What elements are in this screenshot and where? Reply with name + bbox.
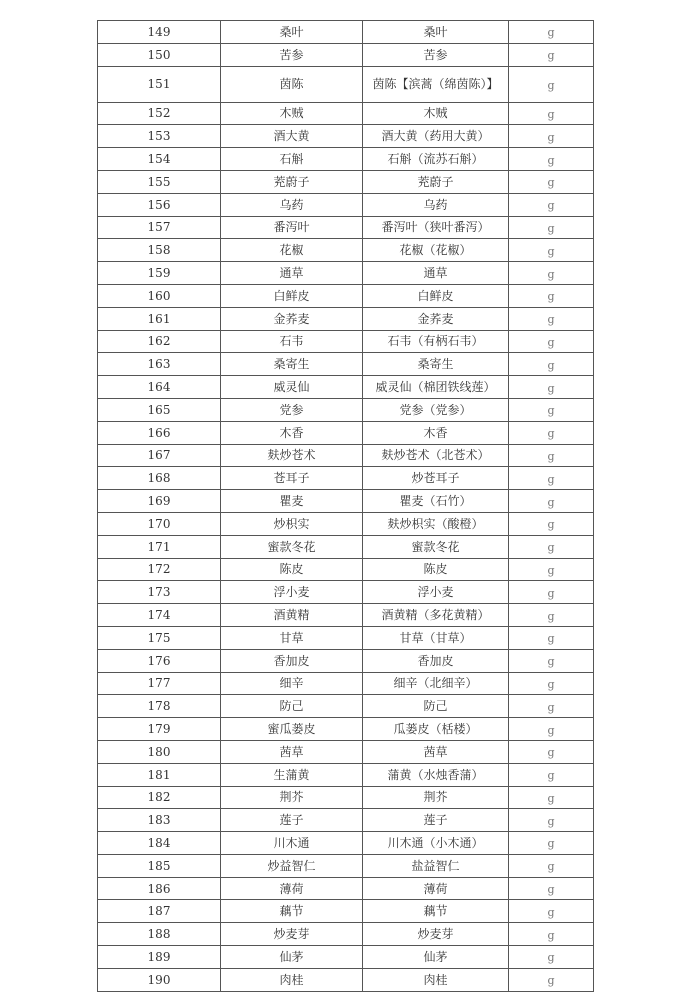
unit-cell: g — [509, 330, 594, 353]
unit-cell: g — [509, 604, 594, 627]
unit-cell: g — [509, 398, 594, 421]
herb-spec-cell: 通草 — [363, 262, 509, 285]
unit-cell: g — [509, 239, 594, 262]
herb-spec-cell: 藕节 — [363, 900, 509, 923]
row-number-cell: 185 — [98, 854, 221, 877]
herb-spec-cell: 莲子 — [363, 809, 509, 832]
row-number-cell: 177 — [98, 672, 221, 695]
table-row — [98, 467, 594, 490]
row-number-cell: 149 — [98, 21, 221, 44]
unit-cell: g — [509, 284, 594, 307]
row-number-cell: 188 — [98, 923, 221, 946]
herb-name-cell: 木贼 — [221, 102, 363, 125]
table-row — [98, 649, 594, 672]
row-number-cell: 168 — [98, 467, 221, 490]
unit-cell: g — [509, 558, 594, 581]
herb-name-cell: 花椒 — [221, 239, 363, 262]
unit-cell: g — [509, 262, 594, 285]
unit-cell: g — [509, 946, 594, 969]
herb-name-cell: 瞿麦 — [221, 490, 363, 513]
unit-cell: g — [509, 102, 594, 125]
herb-spec-cell: 党参（党参） — [363, 398, 509, 421]
herb-name-cell: 细辛 — [221, 672, 363, 695]
table-row — [98, 102, 594, 125]
table-row — [98, 740, 594, 763]
table-row — [98, 66, 594, 102]
herb-name-cell: 薄荷 — [221, 877, 363, 900]
herb-name-cell: 炒益智仁 — [221, 854, 363, 877]
herb-spec-cell: 肉桂 — [363, 968, 509, 991]
herb-name-cell: 党参 — [221, 398, 363, 421]
herb-name-cell: 肉桂 — [221, 968, 363, 991]
unit-cell: g — [509, 900, 594, 923]
herb-table — [97, 20, 594, 992]
unit-cell: g — [509, 809, 594, 832]
row-number-cell: 167 — [98, 444, 221, 467]
table-row — [98, 512, 594, 535]
herb-spec-cell: 苦参 — [363, 43, 509, 66]
table-row — [98, 490, 594, 513]
unit-cell: g — [509, 21, 594, 44]
row-number-cell: 164 — [98, 376, 221, 399]
table-row — [98, 398, 594, 421]
table-row — [98, 376, 594, 399]
table-row — [98, 262, 594, 285]
table-row — [98, 968, 594, 991]
herb-spec-cell: 蜜款冬花 — [363, 535, 509, 558]
herb-spec-cell: 仙茅 — [363, 946, 509, 969]
herb-name-cell: 番泻叶 — [221, 216, 363, 239]
unit-cell: g — [509, 786, 594, 809]
herb-spec-cell: 茺蔚子 — [363, 170, 509, 193]
row-number-cell: 160 — [98, 284, 221, 307]
unit-cell: g — [509, 649, 594, 672]
unit-cell: g — [509, 125, 594, 148]
table-row — [98, 21, 594, 44]
row-number-cell: 190 — [98, 968, 221, 991]
table-row — [98, 330, 594, 353]
unit-cell: g — [509, 376, 594, 399]
herb-spec-cell: 茵陈【滨蒿（绵茵陈）】 — [363, 66, 509, 102]
herb-spec-cell: 蒲黄（水烛香蒲） — [363, 763, 509, 786]
herb-name-cell: 生蒲黄 — [221, 763, 363, 786]
herb-name-cell: 藕节 — [221, 900, 363, 923]
row-number-cell: 176 — [98, 649, 221, 672]
table-row — [98, 170, 594, 193]
row-number-cell: 150 — [98, 43, 221, 66]
unit-cell: g — [509, 467, 594, 490]
herb-spec-cell: 茜草 — [363, 740, 509, 763]
row-number-cell: 159 — [98, 262, 221, 285]
row-number-cell: 158 — [98, 239, 221, 262]
herb-name-cell: 通草 — [221, 262, 363, 285]
herb-spec-cell: 荆芥 — [363, 786, 509, 809]
row-number-cell: 162 — [98, 330, 221, 353]
table-row — [98, 695, 594, 718]
unit-cell: g — [509, 854, 594, 877]
herb-name-cell: 麸炒苍术 — [221, 444, 363, 467]
table-row — [98, 946, 594, 969]
herb-name-cell: 茜草 — [221, 740, 363, 763]
table-row — [98, 558, 594, 581]
unit-cell: g — [509, 832, 594, 855]
row-number-cell: 182 — [98, 786, 221, 809]
herb-spec-cell: 川木通（小木通） — [363, 832, 509, 855]
table-row — [98, 353, 594, 376]
row-number-cell: 173 — [98, 581, 221, 604]
herb-name-cell: 石斛 — [221, 148, 363, 171]
herb-table-body — [98, 21, 594, 992]
herb-spec-cell: 香加皮 — [363, 649, 509, 672]
table-row — [98, 535, 594, 558]
unit-cell: g — [509, 672, 594, 695]
row-number-cell: 180 — [98, 740, 221, 763]
unit-cell: g — [509, 490, 594, 513]
unit-cell: g — [509, 740, 594, 763]
row-number-cell: 169 — [98, 490, 221, 513]
herb-name-cell: 金荞麦 — [221, 307, 363, 330]
row-number-cell: 181 — [98, 763, 221, 786]
herb-spec-cell: 木贼 — [363, 102, 509, 125]
row-number-cell: 161 — [98, 307, 221, 330]
herb-name-cell: 陈皮 — [221, 558, 363, 581]
unit-cell: g — [509, 535, 594, 558]
unit-cell: g — [509, 718, 594, 741]
table-row — [98, 239, 594, 262]
herb-spec-cell: 桑叶 — [363, 21, 509, 44]
unit-cell: g — [509, 695, 594, 718]
row-number-cell: 155 — [98, 170, 221, 193]
herb-name-cell: 酒大黄 — [221, 125, 363, 148]
herb-spec-cell: 瞿麦（石竹） — [363, 490, 509, 513]
table-row — [98, 444, 594, 467]
unit-cell: g — [509, 216, 594, 239]
herb-spec-cell: 浮小麦 — [363, 581, 509, 604]
unit-cell: g — [509, 444, 594, 467]
herb-spec-cell: 花椒（花椒） — [363, 239, 509, 262]
row-number-cell: 186 — [98, 877, 221, 900]
herb-name-cell: 桑寄生 — [221, 353, 363, 376]
herb-spec-cell: 白鲜皮 — [363, 284, 509, 307]
herb-name-cell: 桑叶 — [221, 21, 363, 44]
herb-name-cell: 酒黄精 — [221, 604, 363, 627]
unit-cell: g — [509, 148, 594, 171]
herb-spec-cell: 细辛（北细辛） — [363, 672, 509, 695]
table-row — [98, 786, 594, 809]
row-number-cell: 153 — [98, 125, 221, 148]
unit-cell: g — [509, 421, 594, 444]
row-number-cell: 178 — [98, 695, 221, 718]
row-number-cell: 163 — [98, 353, 221, 376]
herb-name-cell: 苦参 — [221, 43, 363, 66]
herb-name-cell: 香加皮 — [221, 649, 363, 672]
herb-name-cell: 莲子 — [221, 809, 363, 832]
herb-spec-cell: 金荞麦 — [363, 307, 509, 330]
row-number-cell: 154 — [98, 148, 221, 171]
row-number-cell: 157 — [98, 216, 221, 239]
table-row — [98, 809, 594, 832]
unit-cell: g — [509, 170, 594, 193]
table-row — [98, 193, 594, 216]
herb-spec-cell: 陈皮 — [363, 558, 509, 581]
table-row — [98, 854, 594, 877]
herb-spec-cell: 炒苍耳子 — [363, 467, 509, 490]
herb-spec-cell: 薄荷 — [363, 877, 509, 900]
table-row — [98, 626, 594, 649]
herb-name-cell: 白鲜皮 — [221, 284, 363, 307]
unit-cell: g — [509, 307, 594, 330]
herb-name-cell: 炒枳实 — [221, 512, 363, 535]
unit-cell: g — [509, 353, 594, 376]
herb-spec-cell: 乌药 — [363, 193, 509, 216]
row-number-cell: 151 — [98, 66, 221, 102]
herb-name-cell: 威灵仙 — [221, 376, 363, 399]
row-number-cell: 152 — [98, 102, 221, 125]
herb-spec-cell: 石斛（流苏石斛） — [363, 148, 509, 171]
herb-name-cell: 甘草 — [221, 626, 363, 649]
herb-spec-cell: 瓜蒌皮（栝楼） — [363, 718, 509, 741]
unit-cell: g — [509, 877, 594, 900]
table-row — [98, 923, 594, 946]
herb-spec-cell: 防己 — [363, 695, 509, 718]
table-row — [98, 148, 594, 171]
herb-name-cell: 蜜款冬花 — [221, 535, 363, 558]
row-number-cell: 189 — [98, 946, 221, 969]
herb-spec-cell: 盐益智仁 — [363, 854, 509, 877]
table-row — [98, 718, 594, 741]
unit-cell: g — [509, 763, 594, 786]
herb-name-cell: 仙茅 — [221, 946, 363, 969]
herb-spec-cell: 甘草（甘草） — [363, 626, 509, 649]
herb-spec-cell: 麸炒枳实（酸橙） — [363, 512, 509, 535]
row-number-cell: 174 — [98, 604, 221, 627]
row-number-cell: 187 — [98, 900, 221, 923]
herb-spec-cell: 威灵仙（棉团铁线莲） — [363, 376, 509, 399]
herb-name-cell: 茵陈 — [221, 66, 363, 102]
table-row — [98, 832, 594, 855]
table-row — [98, 43, 594, 66]
row-number-cell: 165 — [98, 398, 221, 421]
herb-spec-cell: 麸炒苍术（北苍术） — [363, 444, 509, 467]
table-row — [98, 581, 594, 604]
herb-spec-cell: 桑寄生 — [363, 353, 509, 376]
table-row — [98, 672, 594, 695]
unit-cell: g — [509, 512, 594, 535]
herb-name-cell: 茺蔚子 — [221, 170, 363, 193]
table-row — [98, 900, 594, 923]
table-row — [98, 284, 594, 307]
table-row — [98, 125, 594, 148]
table-row — [98, 216, 594, 239]
herb-spec-cell: 木香 — [363, 421, 509, 444]
herb-name-cell: 乌药 — [221, 193, 363, 216]
row-number-cell: 171 — [98, 535, 221, 558]
herb-name-cell: 木香 — [221, 421, 363, 444]
unit-cell: g — [509, 581, 594, 604]
table-row — [98, 307, 594, 330]
herb-spec-cell: 酒大黄（药用大黄） — [363, 125, 509, 148]
table-row — [98, 604, 594, 627]
row-number-cell: 184 — [98, 832, 221, 855]
unit-cell: g — [509, 626, 594, 649]
herb-name-cell: 炒麦芽 — [221, 923, 363, 946]
table-row — [98, 877, 594, 900]
herb-name-cell: 荆芥 — [221, 786, 363, 809]
herb-spec-cell: 番泻叶（狭叶番泻） — [363, 216, 509, 239]
unit-cell: g — [509, 43, 594, 66]
herb-spec-cell: 石韦（有柄石韦） — [363, 330, 509, 353]
row-number-cell: 183 — [98, 809, 221, 832]
row-number-cell: 172 — [98, 558, 221, 581]
herb-spec-cell: 炒麦芽 — [363, 923, 509, 946]
herb-name-cell: 石韦 — [221, 330, 363, 353]
row-number-cell: 179 — [98, 718, 221, 741]
herb-name-cell: 蜜瓜蒌皮 — [221, 718, 363, 741]
row-number-cell: 170 — [98, 512, 221, 535]
table-row — [98, 421, 594, 444]
unit-cell: g — [509, 193, 594, 216]
row-number-cell: 175 — [98, 626, 221, 649]
herb-name-cell: 川木通 — [221, 832, 363, 855]
unit-cell: g — [509, 66, 594, 102]
herb-name-cell: 苍耳子 — [221, 467, 363, 490]
row-number-cell: 156 — [98, 193, 221, 216]
herb-spec-cell: 酒黄精（多花黄精） — [363, 604, 509, 627]
herb-name-cell: 浮小麦 — [221, 581, 363, 604]
herb-name-cell: 防己 — [221, 695, 363, 718]
unit-cell: g — [509, 923, 594, 946]
unit-cell: g — [509, 968, 594, 991]
table-row — [98, 763, 594, 786]
row-number-cell: 166 — [98, 421, 221, 444]
